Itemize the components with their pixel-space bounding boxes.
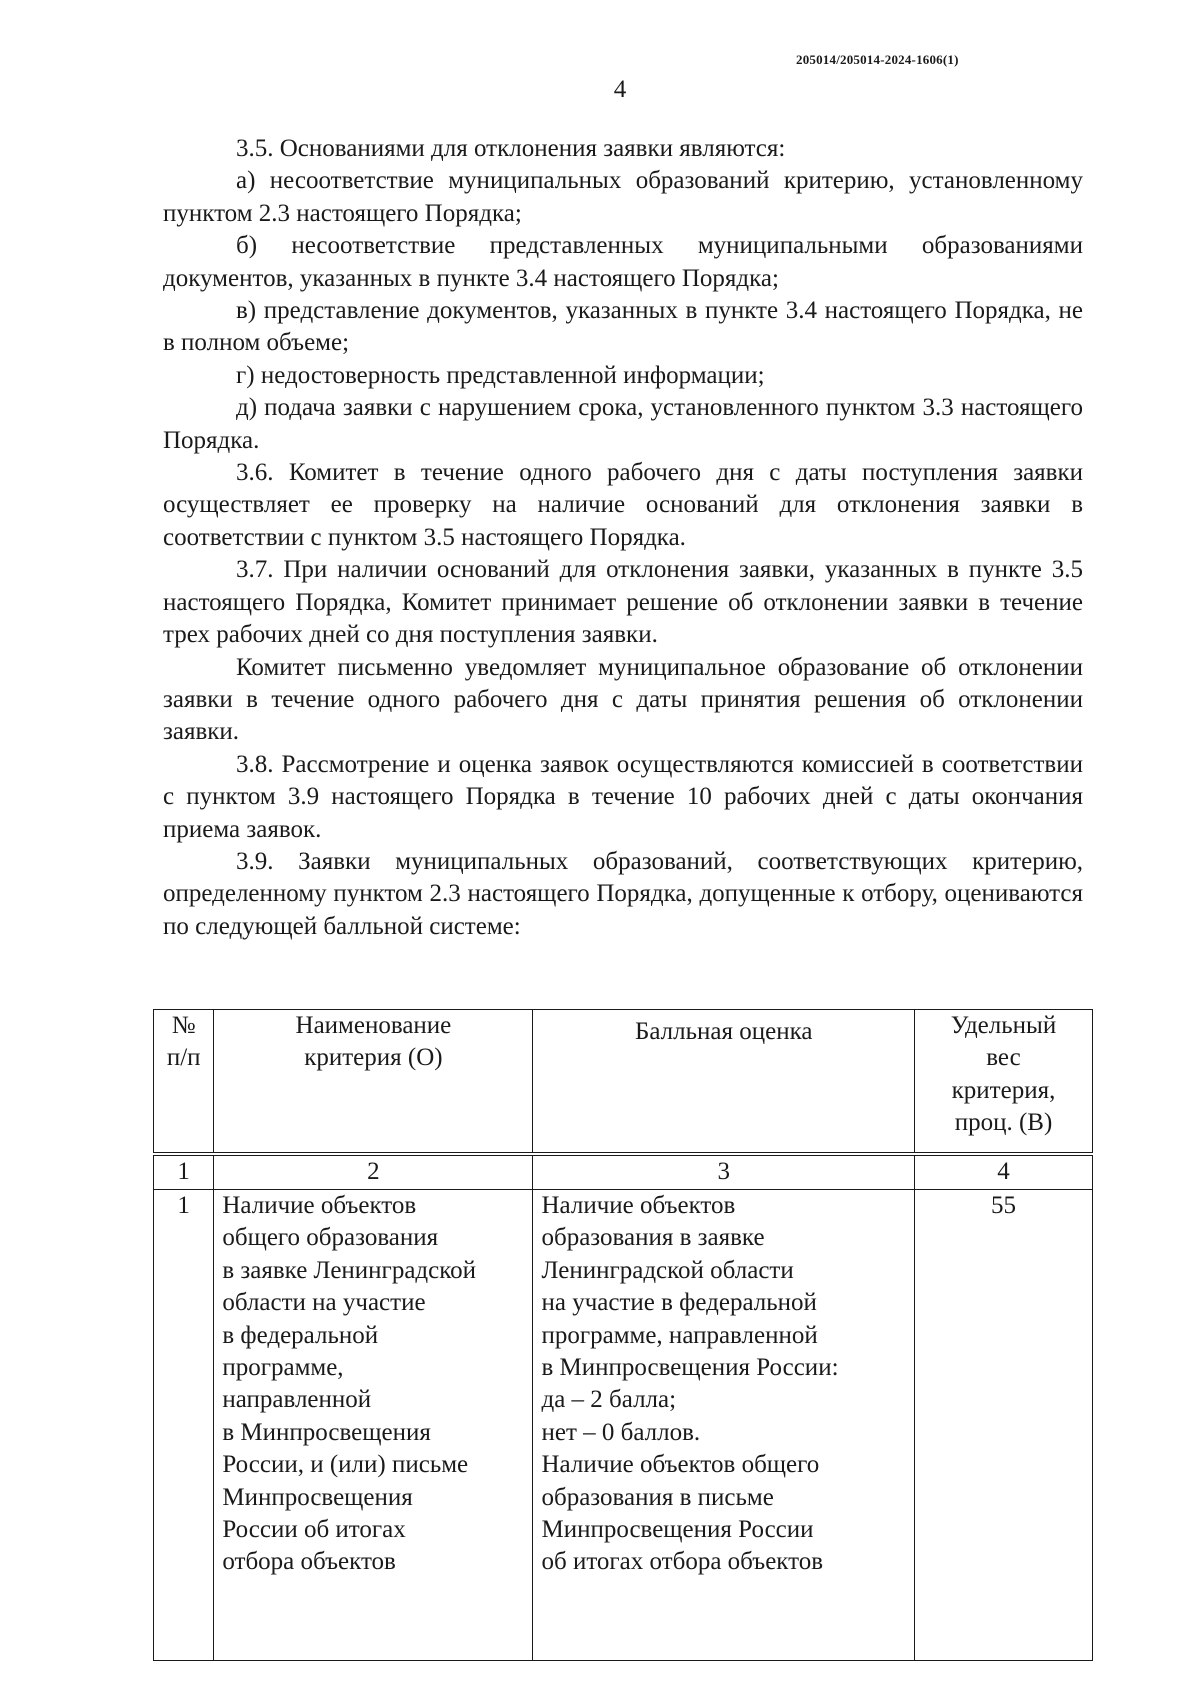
criteria-table: [153, 1009, 1093, 1661]
paragraph-3-5-v: в) представление документов, указанных в пункте 3.4 настоящего Порядка, не в полном объеме;: [163, 297, 1083, 357]
paragraph-3-6: 3.6. Комитет в течение одного рабочего дня с даты поступления заявки осуществляет ее проверку на наличие оснований для отклонения заявки в соответствии с пунктом 3.5 настоящего Порядка.: [163, 459, 1083, 551]
column-number: 4: [915, 1154, 1093, 1190]
paragraph-3-7: 3.7. При наличии оснований для отклонения заявки, указанных в пункте 3.5 настоящего Порядка, Комитет принимает решение об отклонении заявки в течение трех рабочих дней со дня поступления заявки.: [163, 556, 1083, 649]
header-weight: Удельный вес критерия, проц. (В): [915, 1010, 1093, 1155]
paragraph-3-5-a: а) несоответствие муниципальных образований критерию, установленному пунктом 2.3 настоящего Порядка;: [163, 167, 1083, 227]
column-number-row: [154, 1154, 1093, 1190]
paragraph-3-8: 3.8. Рассмотрение и оценка заявок осуществляются комиссией в соответствии с пунктом 3.9 настоящего Порядка в течение 10 рабочих дней с даты окончания приема заявок.: [163, 750, 1083, 843]
paragraph-3-5-d: д) подача заявки с нарушением срока, установленного пунктом 3.3 настоящего Порядка.: [163, 394, 1083, 454]
page-number: 4: [613, 76, 627, 103]
paragraph-3-9: 3.9. Заявки муниципальных образований, соответствующих критерию, определенному пунктом 2.3 настоящего Порядка, допущенные к отбору, оцениваются по следующей балльной системе:: [163, 847, 1083, 940]
paragraph-3-5-b: б) несоответствие представленных муниципальными образованиями документов, указанных в пункте 3.4 настоящего Порядка;: [163, 232, 1083, 292]
header-score: Балльная оценка: [533, 1010, 915, 1155]
criterion-weight: 55: [915, 1190, 1093, 1661]
paragraph-3-5: 3.5. Основаниями для отклонения заявки являются:: [236, 135, 786, 162]
column-number: 3: [533, 1154, 915, 1190]
row-number: 1: [154, 1190, 214, 1661]
header-number: № п/п: [154, 1010, 214, 1155]
criterion-score: Наличие объектов образования в заявке Ленинградской области на участие в федеральной программе, направленной в Минпросвещения России: да – 2 балла; нет – 0 баллов. Наличие объектов общего образования в письме Минпросвещения России об итогах отбора объектов: [533, 1190, 915, 1661]
paragraph-3-5-g: г) недостоверность представленной информации;: [236, 361, 765, 389]
body-text: [163, 133, 1083, 943]
column-number: 1: [154, 1154, 214, 1190]
header-criterion-name: Наименование критерия (О): [214, 1010, 533, 1155]
paragraph-3-7-notice: Комитет письменно уведомляет муниципальное образование об отклонении заявки в течение одного рабочего дня с даты принятия решения об отклонении заявки.: [163, 653, 1083, 746]
column-number: 2: [214, 1154, 533, 1190]
criterion-name: Наличие объектов общего образования в заявке Ленинградской области на участие в федеральной программе, направленной в Минпросвещения России, и (или) письме Минпросвещения России об итогах отбора объектов: [214, 1190, 533, 1661]
table-header-row: [154, 1010, 1093, 1155]
table-row: [154, 1190, 1093, 1661]
document-id: 205014/205014-2024-1606(1): [796, 52, 959, 67]
